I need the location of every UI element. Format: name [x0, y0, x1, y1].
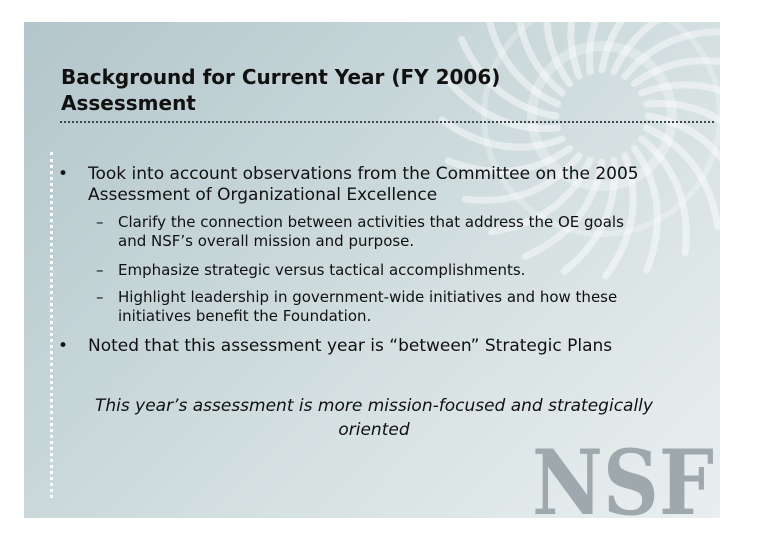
nsf-logo [530, 430, 716, 536]
vertical-dotted-rule [50, 152, 53, 498]
nsf-logo-text: NSF [532, 430, 714, 536]
slide-title-line: Background for Current Year (FY 2006) [61, 65, 501, 89]
sub-bullet-text-line: Clarify the connection between activities that address the OE goals [118, 213, 624, 231]
bullet-text [88, 336, 694, 357]
title-dotted-rule [60, 121, 714, 123]
slide-title-line: Assessment [61, 91, 196, 115]
slide-title [61, 64, 500, 116]
bullet-text-line: Took into account observations from the Committee on the 2005 [88, 164, 639, 184]
sub-bullet-text-line: Emphasize strategic versus tactical accomplishments. [118, 261, 526, 279]
sub-bullet-marker: – [96, 288, 104, 306]
bullet-text-line: Noted that this assessment year is “between” Strategic Plans [88, 336, 613, 356]
bullet-item [54, 164, 694, 206]
sub-bullet-marker: – [96, 261, 104, 279]
closing-line: This year’s assessment is more mission-focused and strategically [95, 396, 653, 416]
sub-bullet-text [118, 213, 694, 251]
sub-bullet-text [118, 288, 694, 326]
sub-bullet-text [118, 261, 694, 280]
slide [24, 22, 720, 536]
bullet-marker: • [58, 336, 69, 356]
sub-bullet-item [94, 261, 694, 280]
bullet-marker: • [58, 164, 69, 184]
sub-bullet-text-line: and NSF’s overall mission and purpose. [118, 232, 415, 250]
sub-bullet-text-line: Highlight leadership in government-wide initiatives and how these [118, 288, 618, 306]
bullet-text [88, 164, 694, 206]
sub-bullet-marker: – [96, 213, 104, 231]
sub-bullet-item [94, 213, 694, 251]
closing-line: oriented [338, 420, 410, 440]
sub-bullet-item [94, 288, 694, 326]
bullet-text-line: Assessment of Organizational Excellence [88, 185, 438, 205]
closing-statement [54, 394, 694, 442]
sub-bullet-text-line: initiatives benefit the Foundation. [118, 307, 372, 325]
bullet-item [54, 336, 694, 357]
